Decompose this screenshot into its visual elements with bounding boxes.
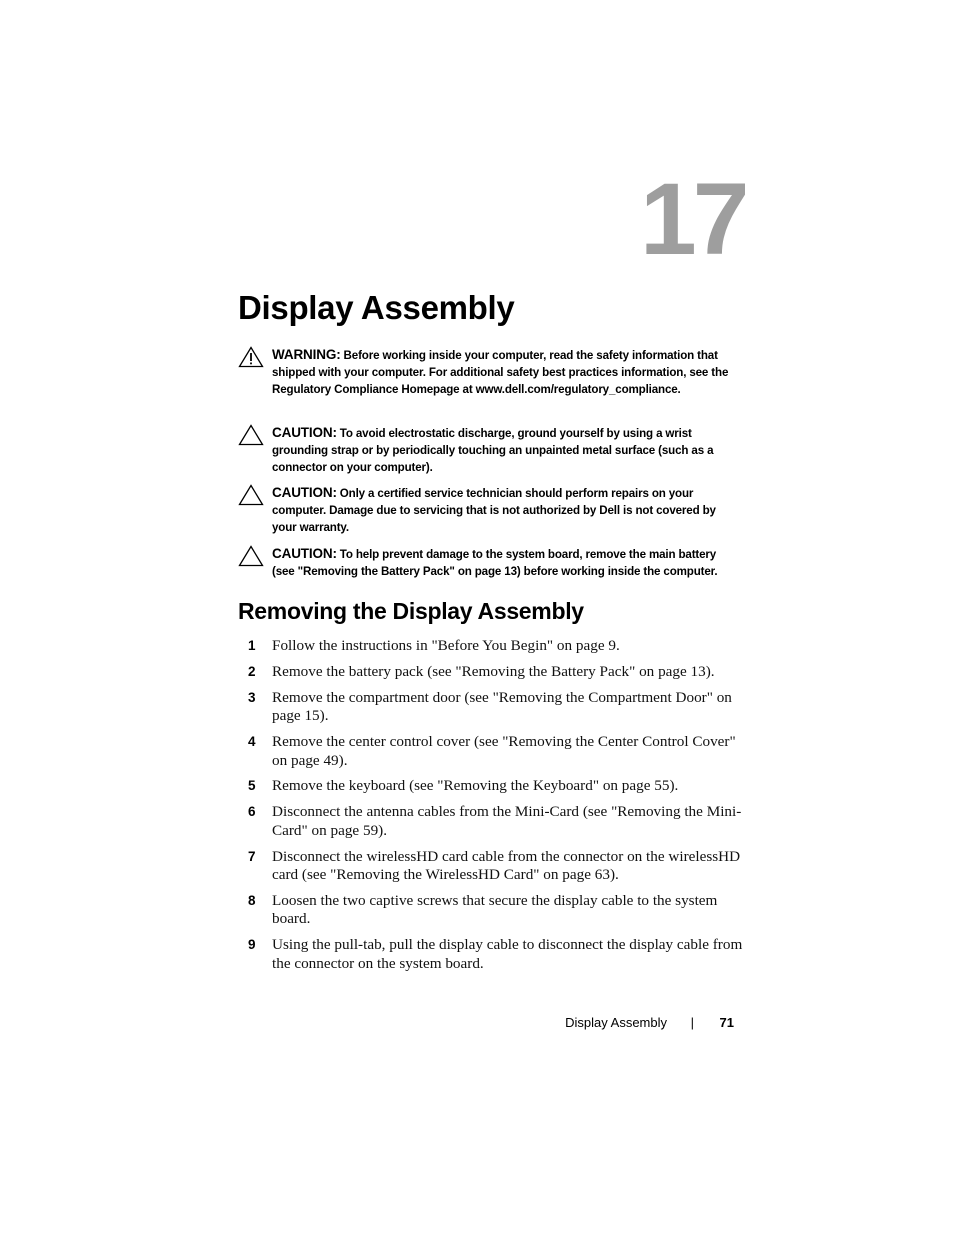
- step-number: 7: [248, 848, 256, 864]
- step-number: 3: [248, 689, 256, 705]
- caution-text: Only a certified service technician should perform repairs on your computer. Damage due to servicing that is not authorized by Dell is not covered by your warranty.: [272, 487, 716, 534]
- list-item: [238, 803, 743, 840]
- caution-label: CAUTION:: [272, 425, 337, 440]
- step-text: Remove the keyboard (see "Removing the Keyboard" on page 55).: [272, 777, 679, 795]
- caution-triangle-icon: [238, 484, 264, 506]
- section-heading: Removing the Display Assembly: [238, 598, 584, 624]
- list-item: [238, 733, 743, 770]
- step-number: 8: [248, 892, 256, 908]
- page-title: Display Assembly: [238, 289, 515, 326]
- list-item: [238, 936, 743, 973]
- step-number: 2: [248, 663, 256, 679]
- step-number: 4: [248, 734, 256, 750]
- step-text: Disconnect the wirelessHD card cable from the connector on the wirelessHD card (see "Removing the WirelessHD Card" on page 63).: [272, 847, 741, 884]
- step-text: Remove the battery pack (see "Removing the Battery Pack" on page 13).: [272, 662, 715, 680]
- caution-triangle-icon: [238, 424, 264, 446]
- caution-label: CAUTION:: [272, 485, 337, 500]
- step-text: Using the pull-tab, pull the display cable to disconnect the display cable from the connector on the system board.: [272, 936, 743, 972]
- caution-notice-esd: [238, 424, 740, 476]
- caution-notice-battery: [238, 545, 740, 580]
- warning-triangle-icon: [238, 346, 264, 368]
- caution-triangle-icon: [238, 545, 264, 567]
- warning-text: Before working inside your computer, read the safety information that shipped with your computer. For additional safety best practices information, see the Regulatory Compliance Homepage at www.dell.com/regulatory_compliance.: [272, 349, 729, 396]
- step-text: Disconnect the antenna cables from the Mini-Card (see "Removing the Mini-Card" on page 59).: [272, 803, 742, 839]
- steps-list: [238, 637, 743, 981]
- caution-label: CAUTION:: [272, 546, 337, 561]
- footer-separator: |: [690, 1015, 694, 1030]
- caution-notice-technician: [238, 484, 740, 536]
- step-text: Follow the instructions in "Before You Begin" on page 9.: [272, 637, 620, 654]
- caution-text: To avoid electrostatic discharge, ground yourself by using a wrist grounding strap or by periodically touching an unpainted metal surface (such as a connector on your computer).: [272, 427, 714, 474]
- list-item: [238, 637, 743, 655]
- step-text: Loosen the two captive screws that secure the display cable to the system board.: [272, 891, 718, 928]
- step-text: Remove the compartment door (see "Removing the Compartment Door" on page 15).: [272, 688, 732, 725]
- warning-notice: [238, 346, 740, 398]
- list-item: [238, 892, 743, 929]
- step-text: Remove the center control cover (see "Removing the Center Control Cover" on page 49).: [272, 733, 736, 769]
- step-number: 1: [248, 638, 256, 653]
- caution-text: To help prevent damage to the system board, remove the main battery (see "Removing the Battery Pack" on page 13) before working inside the computer.: [272, 548, 718, 578]
- footer-title: Display Assembly: [565, 1015, 667, 1030]
- list-item: [238, 777, 743, 795]
- warning-label: WARNING:: [272, 347, 341, 362]
- chapter-number: 17: [640, 162, 746, 276]
- list-item: [238, 663, 743, 681]
- list-item: [238, 848, 743, 885]
- list-item: [238, 689, 743, 726]
- page-number: 71: [719, 1015, 734, 1030]
- step-number: 9: [248, 937, 256, 953]
- step-number: 5: [248, 778, 256, 794]
- step-number: 6: [248, 804, 256, 820]
